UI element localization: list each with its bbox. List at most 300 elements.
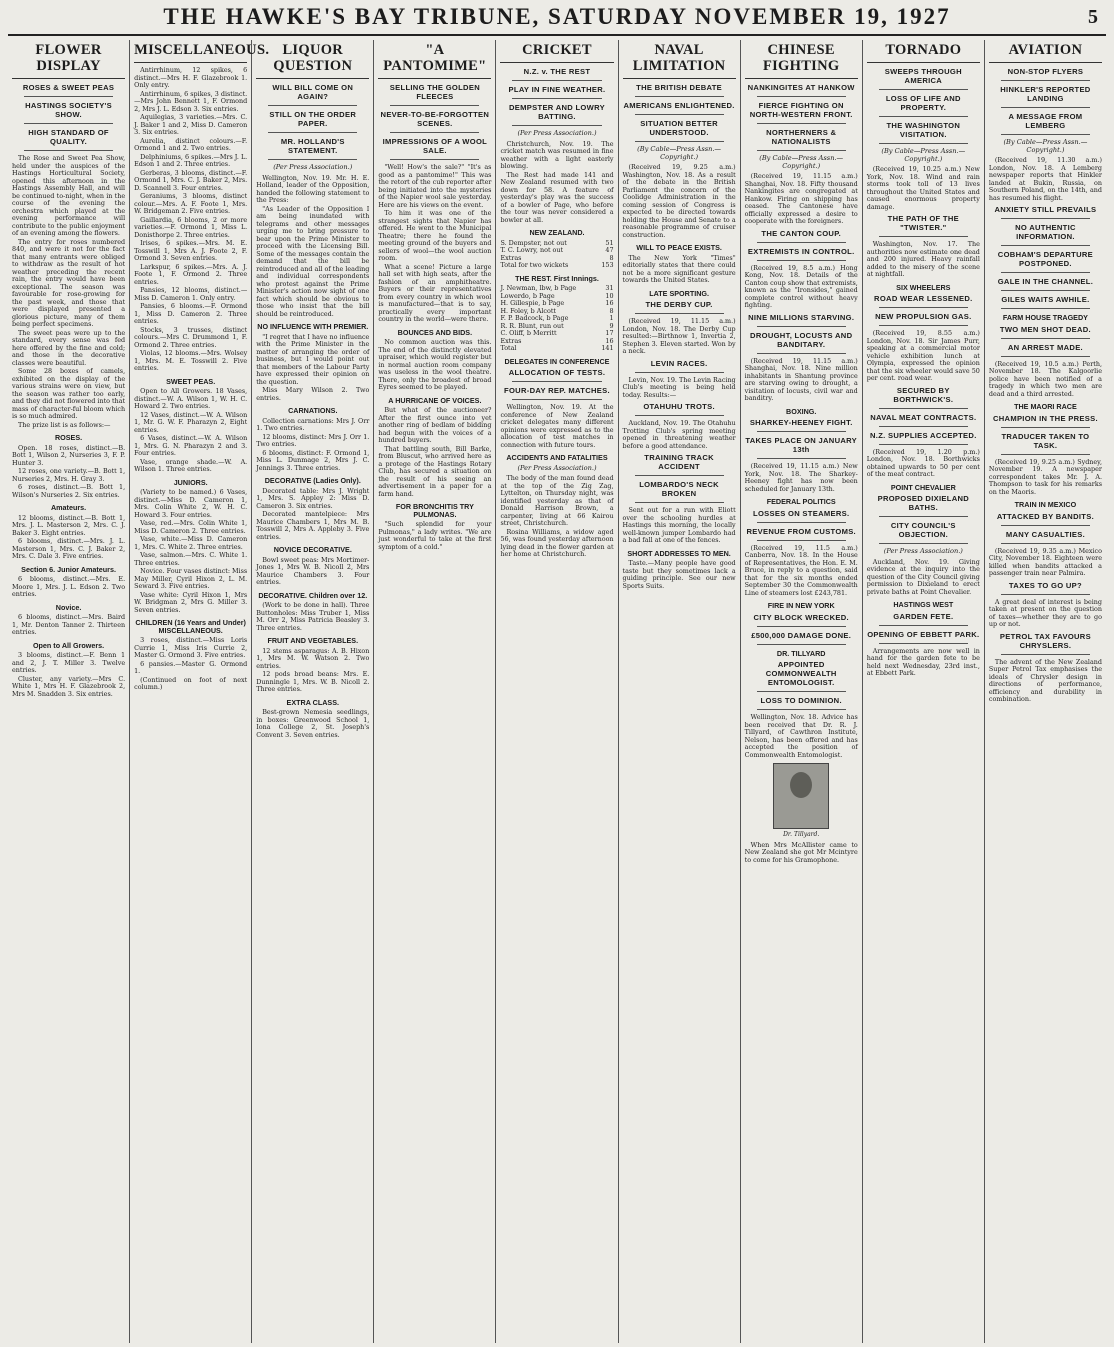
divider	[757, 691, 846, 692]
section-heading: NO INFLUENCE WITH PREMIER.	[257, 322, 369, 331]
divider	[268, 105, 357, 106]
article-paragraph: (Received 19, 11.15 a.m.) London, Nov. 18. The Derby Cup resulted:—Birthnow 1, Invertia 2, Stephen 3. Eleven started. Won by a neck.	[622, 317, 736, 355]
column-body	[989, 67, 1102, 704]
article-paragraph: Some 28 boxes of camels, exhibited on the display of the various strains were on view, but the season was rather too early, and they did not flowered into that mass of character-ful bloom which is so much admired.	[12, 367, 126, 420]
article-paragraph: (Received 19, 10.5 a.m.) Perth, November 18. The Kalgoorlie police have been notified of a tragedy in which two men are dead and a third arrested.	[988, 359, 1102, 398]
score-label: H. Foley, b Alcott	[500, 306, 556, 315]
score-label: S. Dempster, not out	[500, 238, 567, 247]
section-heading: POINT CHEVALIER	[890, 482, 956, 492]
sub-headline: WILL BILL COME ON AGAIN?	[272, 83, 354, 101]
article-paragraph: Washington, Nov. 17. The authorities now estimate one dead and 200 injured. Heavy rainfall added to the misery of the scene at nightfall.	[866, 240, 980, 278]
sub-headline: MR. HOLLAND'S STATEMENT.	[280, 137, 345, 155]
article-paragraph: 6 pansies.—Master G. Ormond 1.	[134, 659, 248, 675]
sub-headline: LEVIN RACES.	[650, 358, 708, 368]
article-paragraph: (Received 19, 8.5 a.m.) Hong Kong, Nov. 18. Details of the Canton coup show that extremists, known as the "Ironsides," gained complete control without heavy fighting.	[744, 263, 858, 309]
score-value: 16	[605, 299, 614, 307]
article-paragraph: (Received 19, 11.30 a.m.) London, Nov. 18. A Lemberg newspaper reports that Hinkler landed at Bukin, Russia, on Southern Poland, on the 14th, and has resumed his flight.	[988, 156, 1102, 202]
section-heading: DR. TILLYARD	[776, 648, 826, 658]
section-heading: DECORATIVE. Children over 12.	[258, 590, 368, 600]
sub-headline: NORTHERNERS & NATIONALISTS	[766, 128, 837, 146]
article-paragraph: Taste.—Many people have good taste but they sometimes lack a guiding principle. See our new Sports Suits.	[622, 559, 736, 590]
divider	[512, 399, 601, 400]
article-paragraph: 12 roses, one variety.—B. Bott 1, Nurseries 2, Mrs. H. Gray 3.	[12, 467, 126, 483]
article-paragraph: "Such splendid for your Pulmonas," a lady writes. "We are just wonderful to take at the first symptom of a cold."	[378, 520, 492, 551]
column-headline: FLOWER DISPLAY	[12, 42, 125, 79]
article-paragraph: Arrangements are now well in hand for the garden fete to be held next Wednesday, 23rd inst., at Ebbett Park.	[866, 646, 980, 677]
section-heading: FIRE IN NEW YORK	[767, 601, 835, 610]
article-paragraph: The advent of the New Zealand Super Petrol Tax emphasises the ideals of Chrysler design in directions of performance, efficiency and durability in combination.	[988, 657, 1102, 703]
article-paragraph: Auckland, Nov. 19. The Otahuhu Trotting Club's spring meeting opened in threatening weather before a good attendance.	[622, 419, 736, 450]
score-label: R. R. Blunt, run out	[500, 321, 564, 330]
article-paragraph: Larkspur, 6 spikes.—Mrs. A. J. Foote 1, F. Ormond 2. Three entries.	[134, 262, 248, 286]
byline: (By Cable—Press Assn.—Copyright.)	[637, 145, 722, 161]
article-paragraph: "I regret that I have no influence with the Prime Minister in the matter of arranging the order of business, but I would point out that members of the Labour Party have expressed their opinion on the question.	[256, 332, 370, 386]
section-heading: FEDERAL POLITICS	[766, 497, 836, 506]
sub-headline: LOSSES ON STEAMERS.	[753, 508, 850, 518]
sub-headline: N.Z. SUPPLIES ACCEPTED.	[870, 430, 977, 440]
sub-headline: SHARKEY-HEENEY FIGHT.	[749, 418, 853, 427]
column-headline: AVIATION	[989, 42, 1102, 63]
sub-headline: PROPOSED DIXIELAND BATHS.	[877, 494, 970, 512]
article-paragraph: (Received 19, 11.15 a.m.) Shanghai, Nov. 18. Nine million inhabitants in Shantung province are starving owing to drought, a visitation of locusts, civil war and banditry.	[744, 356, 858, 402]
news-column	[252, 40, 374, 1343]
sub-headline: COBHAM'S DEPARTURE POSTPONED.	[997, 250, 1094, 268]
sub-headline: GARDEN FETE.	[893, 611, 954, 621]
score-value: 1	[609, 314, 614, 322]
byline: (By Cable—Press Assn.—Copyright.)	[759, 154, 844, 170]
score-value: 17	[605, 329, 614, 337]
divider	[757, 150, 846, 151]
article-paragraph: Collection carnations: Mrs J. Orr 1. Two entries.	[256, 416, 370, 432]
article-paragraph: (Received 19, 11.5 a.m.) Canberra, Nov. 18. In the House of Representatives, the Hon. E. M. Bruce, in reply to a question, said that for the six months ended September 30 the Commonwealth Line of steamers lost £243,781.	[744, 543, 858, 597]
article-paragraph: Cluster, any variety.—Mrs C. White 1, Mrs H. F. Glazebrook 2, Mrs M. Snadden 3. Six entries.	[12, 674, 126, 698]
sub-headline: DEMPSTER AND LOWRY BATTING.	[509, 103, 605, 121]
sub-headline: GALE IN THE CHANNEL.	[997, 277, 1094, 286]
divider	[1001, 272, 1090, 273]
sub-headline: ROSES & SWEET PEAS	[22, 83, 115, 92]
divider	[1001, 134, 1090, 135]
score-value: 47	[605, 246, 614, 254]
column-body	[134, 67, 247, 692]
article-paragraph: Wellington, Nov. 19. At the conference of New Zealand cricket delegates many different opinions were expressed as to the allocation of test matches in connection with future tours.	[500, 403, 614, 449]
score-label: Lowerdo, b Page	[500, 291, 555, 300]
section-heading: SIX WHEELERS	[896, 282, 951, 292]
sub-headline: AMERICANS ENLIGHTENED.	[623, 101, 735, 110]
page-number: 5	[1088, 6, 1098, 28]
score-row	[500, 345, 613, 353]
article-columns	[8, 40, 1106, 1343]
article-paragraph: That battling south, Bill Barke, from Bluscut, who arrived here as a protege of the Hastings Rotary Club, has secured a situation on the result of his seeing an advertisement in a paper for a farm hand.	[378, 444, 492, 498]
divider	[1001, 245, 1090, 246]
section-heading: LATE SPORTING.	[649, 288, 709, 298]
byline: (By Cable—Press Assn.—Copyright.)	[881, 147, 966, 163]
sub-headline: NEW PROPULSION GAS.	[875, 312, 972, 321]
divider	[512, 80, 601, 81]
article-paragraph: "As Leader of the Opposition I am being inundated with telegrams and other messages urging me to bring pressure to bear upon the Prime Minister to proceed with the Licensing Bill. Some of the messages contain the demand that the bill be reintroduced and all of the leading and individual correspondents who protest against the Prime Minister's action now sight of one fact which should be obvious to those who insist that the bill should be reintroduced.	[256, 204, 370, 318]
divider	[390, 159, 479, 160]
score-label: J. Newman, lbw, b Page	[500, 284, 577, 292]
score-value: 16	[605, 336, 614, 345]
section-heading: SWEET PEAS.	[166, 376, 216, 386]
article-paragraph: (Continued on foot of next column.)	[134, 675, 248, 691]
article-paragraph: Vase, white.—Miss D. Cameron 1, Mrs. C. White 2. Three entries.	[134, 535, 248, 551]
sub-headline: NEVER-TO-BE-FORGOTTEN SCENES.	[380, 110, 490, 128]
sub-headline: THE CANTON COUP.	[761, 228, 842, 238]
sub-headline: PLAY IN FINE WEATHER.	[508, 85, 606, 94]
sub-headline: FOUR-DAY REP. MATCHES.	[504, 386, 610, 395]
divider	[1001, 594, 1090, 595]
article-paragraph: 6 blooms, distinct: F. Ormond 1, Miss L. Dunmage 2, Mrs J. C. Jennings 3. Three entries.	[256, 448, 370, 472]
score-value: 31	[605, 284, 614, 292]
sub-headline: TRAINING TRACK ACCIDENT	[644, 453, 714, 471]
sub-headline: IMPRESSIONS OF A WOOL SALE.	[382, 137, 488, 155]
section-heading: CARNATIONS.	[288, 406, 338, 415]
portrait-photo	[773, 763, 829, 829]
score-row	[500, 262, 613, 270]
article-paragraph: The Rest had made 141 and New Zealand resumed with two down for 58. A feature of yesterday's play was the success of a bowler of Page, who before the tour was never considered a bowler at all.	[500, 170, 614, 224]
sub-headline: EXTREMISTS IN CONTROL.	[747, 246, 855, 256]
divider	[635, 114, 724, 115]
sub-headline: GILES WAITS AWHILE.	[1001, 295, 1090, 304]
article-paragraph: Levin, Nov. 19. The Levin Racing Club's meeting is being held today. Results:—	[622, 375, 736, 399]
news-column	[374, 40, 496, 1343]
divider	[512, 125, 601, 126]
article-paragraph: 3 roses, distinct.—Miss Loris Currie 1, Miss Iris Currie 2, Master G. Ormond 3. Five entries.	[134, 636, 248, 659]
divider	[757, 540, 846, 541]
score-value: 10	[605, 291, 614, 300]
news-column	[619, 40, 741, 1343]
section-heading: NEW ZEALAND.	[529, 228, 585, 237]
article-paragraph: (Received 19, 9.35 a.m.) Mexico City, November 18. Eighteen were killed when bandits attacked a passenger train near Palmira.	[988, 546, 1102, 577]
divider	[757, 242, 846, 243]
masthead-title: THE HAWKE'S BAY TRIBUNE, SATURDAY NOVEMBER 19, 1927	[163, 4, 951, 29]
divider	[879, 116, 968, 117]
article-paragraph: 12 blooms, distinct.—B. Bott 1, Mrs. J. L. Masterson 2, Mrs. C. J. Baker 3. Eight entries.	[12, 513, 126, 537]
score-table	[500, 240, 613, 270]
sub-headline: ANXIETY STILL PREVAILS	[994, 205, 1097, 214]
section-heading: THE MAORI RACE	[1014, 402, 1077, 411]
byline: (By Cable—Press Assn.—Copyright.)	[1003, 138, 1088, 154]
score-table	[500, 285, 613, 353]
article-paragraph: Pansies, 12 blooms, distinct.—Miss D. Cameron 1. Only entry.	[134, 286, 248, 302]
sub-headline: REVENUE FROM CUSTOMS.	[746, 526, 856, 536]
score-label: Total for two wickets	[500, 261, 569, 269]
article-paragraph: Wellington, Nov. 19. Mr. H. E. Holland, leader of the Opposition, handed the following statement to the Press:	[256, 173, 370, 204]
section-heading: BOUNCES AND BIDS.	[397, 327, 473, 337]
sub-headline: HASTINGS SOCIETY'S SHOW.	[25, 101, 113, 119]
article-paragraph: Rosina Williams, a widow aged 56, was found yesterday afternoon lying dead in the flower garden at her home at Christchurch.	[500, 527, 614, 558]
section-heading: FARM HOUSE TRAGEDY	[1002, 313, 1088, 322]
article-paragraph: 6 Vases, distinct.—W. A. Wilson 1, Mrs. G. N. Pharazyn 2 and 3. Four entries.	[134, 434, 248, 457]
section-heading: HASTINGS WEST	[893, 600, 954, 609]
article-paragraph: To him it was one of the strangest sights that Napier has offered. He went to the Municipal Theatre; there he found the meeting ground of the buyers and sellers of wool—the wool auction room.	[378, 209, 492, 262]
article-paragraph: Geraniums, 3 blooms, distinct colour.—Mrs. A. F. Foote 1, Mrs. W. Bridgeman 2. Five entries.	[134, 192, 248, 215]
divider	[757, 644, 846, 645]
section-heading: THE REST. First Innings.	[515, 273, 599, 283]
divider	[635, 313, 724, 314]
sub-headline: TRADUCER TAKEN TO TASK.	[1001, 431, 1090, 450]
divider	[1001, 338, 1090, 339]
article-paragraph: Open. 18 roses, distinct.—B. Bott 1, Wilson 2, Nurseries 3, F. P. Hunter 3.	[12, 443, 126, 467]
sub-headline: SECURED BY BORTHWICK'S.	[893, 385, 954, 404]
column-headline: CRICKET	[500, 42, 613, 63]
divider	[879, 543, 968, 544]
column-headline: "A PANTOMIME"	[378, 42, 491, 79]
column-body	[867, 67, 980, 678]
news-column	[863, 40, 985, 1343]
section-heading: ACCIDENTS AND FATALITIES	[506, 453, 608, 462]
byline: (Per Press Association.)	[273, 163, 353, 171]
sub-headline: SWEEPS THROUGH AMERICA	[884, 67, 962, 85]
section-heading: WILL TO PEACE EXISTS.	[636, 243, 722, 252]
divider	[879, 307, 968, 308]
divider	[1001, 218, 1090, 219]
divider	[1001, 543, 1090, 544]
sub-headline: STILL ON THE ORDER PAPER.	[269, 110, 357, 128]
article-paragraph: No common auction was this. The end of the distinctly elevated upraiser, which would register but in normal auction room company was useless in the wool theatre. There, only the broadest of broad Eyres seemed to be played.	[378, 338, 492, 391]
divider	[635, 96, 724, 97]
sub-headline: TAKES PLACE ON JANUARY 13th	[745, 436, 858, 454]
article-paragraph: (Received 19, 11.15 a.m.) Shanghai, Nov. 18. Fifty thousand Nankingites are congregated at Hankow. Firing on shipping has ceased. The Cantonese have officially expressed a desire to cooperate with the foreigners.	[744, 172, 858, 225]
sub-headline: THE BRITISH DEBATE	[636, 83, 723, 92]
divider	[390, 132, 479, 133]
divider	[757, 353, 846, 354]
article-paragraph: Auckland, Nov. 19. Giving evidence at the inquiry into the question of the City Council giving permission to Dixieland to erect private baths at Point Chevalier.	[866, 557, 980, 596]
article-paragraph: 12 pods broad beans: Mrs. E. Dunningle 1, Mrs. W. B. Nicoll 2. Three entries.	[256, 670, 370, 693]
sub-headline: THE PATH OF THE "TWISTER."	[887, 214, 959, 232]
article-paragraph: (Work to be done in hall). Three Buttonholes: Miss Truber 1, Miss M. Orr 2, Miss Patricia Beasley 3. Three entries.	[256, 601, 370, 632]
article-paragraph: Aurelia, distinct colours.—F. Ormond 1 and 2. Two entries.	[134, 136, 248, 152]
divider	[512, 98, 601, 99]
article-paragraph: Best-grown Nemesia seedlings, in boxes: Greenwood School 1, Iona College 2, St. Joseph's Convent 3. Seven entries.	[256, 708, 370, 739]
divider	[879, 426, 968, 427]
article-paragraph: (Variety to be named.) 6 Vases, distinct.—Miss D. Cameron 1, Mrs. Colin White 2, W. H. C. Howard 3. Four entries.	[134, 488, 248, 519]
divider	[1001, 290, 1090, 291]
divider	[635, 475, 724, 476]
section-heading: DELEGATES IN CONFERENCE	[504, 356, 610, 366]
section-heading: FRUIT AND VEGETABLES.	[267, 636, 359, 645]
news-column	[741, 40, 863, 1343]
score-row	[500, 338, 613, 346]
sub-headline: N.Z. v. THE REST	[523, 67, 591, 76]
article-paragraph: 12 blooms, distinct: Mrs J. Orr 1. Two entries.	[256, 432, 370, 448]
divider	[879, 325, 968, 326]
section-heading: BOXING.	[786, 406, 817, 416]
article-paragraph: But what of the auctioneer? After the first ounce into yet another ring of bedlam of bidding had begun with the voices of a hundred buyers.	[378, 406, 492, 444]
score-value: 51	[605, 238, 614, 247]
column-headline: NAVAL LIMITATION	[623, 42, 736, 79]
sub-headline: NINE MILLIONS STARVING.	[748, 312, 855, 322]
article-paragraph: Gerberas, 3 blooms, distinct.—F. Ormond 1, Mrs. C. J. Baker 2, Mrs. D. Scannell 3. Four entries.	[134, 168, 248, 192]
sub-headline: TWO MEN SHOT DEAD.	[999, 324, 1091, 334]
sub-headline: APPOINTED COMMONWEALTH ENTOMOLOGIST.	[765, 660, 837, 687]
divider	[757, 260, 846, 261]
byline: (Per Press Association.)	[883, 547, 963, 555]
sub-headline: ALLOCATION OF TESTS.	[508, 368, 606, 377]
article-paragraph: (Received 19, 10.25 a.m.) New York, Nov. 18. Wind and rain storms took toll of 13 lives throughout the United States and caused enormous property damage.	[866, 165, 980, 211]
article-paragraph: Antirrhinum, 12 spikes, 6 distinct.—Mrs H. F. Glazebrook 1. Only entry.	[134, 66, 248, 89]
article-paragraph: The entry for roses numbered 840, and were it not for the fact that many entrants were obliged to withdraw as the result of hot weather preceding the recent rain, the entry would have been exceptional. The season was favourable for rose-growing for the past week, and those that were displayed presented a glorious picture, many of them being perfect specimens.	[12, 237, 126, 328]
section-heading: EXTRA CLASS.	[286, 697, 339, 707]
divider	[757, 709, 846, 710]
divider	[879, 236, 968, 237]
section-heading: Open to All Growers.	[32, 640, 105, 650]
article-paragraph: Novice. Four vases distinct: Miss May Miller, Cyril Hixon 2, L. M. Seward 3. Five entries.	[134, 567, 248, 590]
article-paragraph: The Rose and Sweet Pea Show, held under the auspices of the Hastings Horticultural Society, opened this afternoon in the Hastings Assembly Hall, and will be continued to-night, when in the course of the evening the orchestra which played at the evening performance will contribute to the public enjoyment of an evening among the flowers.	[12, 154, 126, 237]
score-label: H. Gillespie, b Page	[500, 299, 565, 307]
masthead	[8, 4, 1106, 36]
sub-headline: ROAD WEAR LESSENED.	[874, 294, 973, 303]
article-paragraph: The sweet peas were up to the standard, every sense was fed here offered by the fine and cold; and those in the decorative classes were beautiful.	[12, 328, 126, 367]
divider	[24, 150, 113, 151]
article-paragraph: Vase, orange shade.—W. A. Wilson 1. Three entries.	[134, 457, 248, 473]
article-paragraph: 12 Vases, distinct.—W. A. Wilson 1, Mr. G. W. F. Pharazyn 2, Eight entries.	[134, 410, 248, 434]
section-heading: A HURRICANE OF VOICES.	[388, 395, 482, 405]
article-paragraph: (Received 19, 1.20 p.m.) London, Nov. 18. Borthwicks obtained upwards to 50 per cent of the meat contract.	[866, 447, 980, 478]
article-paragraph: Vase white: Cyril Hixon 1, Mrs W. Bridgman 2, Mrs G. Miller 3. Seven entries.	[134, 590, 248, 614]
score-label: Extras	[500, 336, 522, 345]
article-paragraph: 6 roses, distinct.—B. Bott 1, Wilson's Nurseries 2. Six entries.	[12, 483, 126, 499]
sub-headline: HIGH STANDARD OF QUALITY.	[28, 128, 109, 146]
divider	[512, 381, 601, 382]
divider	[24, 123, 113, 124]
article-paragraph: Christchurch, Nov. 19. The cricket match was resumed in fine weather with a light easterly blowing.	[500, 139, 614, 170]
sub-headline: MANY CASUALTIES.	[1005, 529, 1086, 539]
article-paragraph: What a scene! Picture a large hall set with high seats, after the fashion of an amphitheatre. Buyers or their representatives from every country in which wool is manufactured—that is to say, practically every important country in the world—were there.	[378, 262, 492, 323]
news-column	[130, 40, 270, 1343]
divider	[1001, 525, 1090, 526]
section-heading: DECORATIVE (Ladies Only).	[264, 476, 361, 485]
article-paragraph: (Received 19, 9.25 a.m.) Sydney, November 19. A newspaper correspondent takes Mr. J. A. Thompson to task for his remarks on the Maoris.	[988, 457, 1102, 496]
score-value: 8	[609, 253, 614, 262]
sub-headline: NO AUTHENTIC INFORMATION.	[1015, 223, 1076, 241]
article-paragraph: Open to All Growers. 18 Vases, distinct.—W. A. Wilson 1, W. H. C. Howard 2. Two entries.	[134, 387, 248, 410]
article-paragraph: 6 blooms, distinct.—Mrs. Baird 1, Mr. Denton Tanner 2. Thirteen entries.	[12, 613, 126, 636]
score-label: T. C. Lowry, not out	[500, 246, 564, 254]
article-paragraph: Decorated table: Mrs J. Wright 1, Mrs. S. Appley 2: Miss D. Cameron 3. Six entries.	[256, 486, 370, 510]
article-paragraph: (Received 19, 11.15 a.m.) New York, Nov. 18. The Sharkey-Heeney fight has now been scheduled for January 13th.	[744, 462, 858, 493]
sub-headline: NON-STOP FLYERS	[1007, 67, 1084, 76]
divider	[635, 141, 724, 142]
score-value: 153	[601, 261, 614, 269]
article-paragraph: Stocks, 3 trusses, distinct colours.—Mrs C. Drummond 1, F. Ormond 2. Three entries.	[134, 325, 248, 349]
divider	[635, 415, 724, 416]
sub-headline: CHAMPION IN THE PRESS.	[992, 413, 1098, 423]
byline: (Per Press Association.)	[517, 129, 597, 137]
column-headline: TORNADO	[867, 42, 980, 63]
column-headline: CHINESE FIGHTING	[745, 42, 858, 79]
divider	[757, 123, 846, 124]
article-paragraph: 3 blooms, distinct.—F. Benn 1 and 2, J. T. Miller 3. Twelve entries.	[12, 651, 126, 674]
article-paragraph: Miss Mary Wilson 2. Two entries.	[256, 386, 370, 402]
divider	[1001, 308, 1090, 309]
section-heading: Novice.	[55, 602, 82, 612]
divider	[757, 626, 846, 627]
article-paragraph: Aquilegias, 3 varieties.—Mrs. C. J. Baker 1 and 2, Miss D. Cameron 3. Six entries.	[134, 113, 248, 136]
score-value: 141	[601, 344, 614, 352]
sub-headline: NAVAL MEAT CONTRACTS.	[870, 412, 977, 422]
divider	[879, 444, 968, 445]
sub-headline: THE WASHINGTON VISITATION.	[886, 121, 961, 139]
column-body	[500, 67, 613, 559]
article-paragraph: The New York "Times" editorially states that there could not be a more significant gesture towards the United States.	[622, 253, 736, 284]
sub-headline: FIERCE FIGHTING ON NORTH-WESTERN FRONT.	[749, 101, 853, 119]
article-paragraph: Gaillardia, 6 blooms, 2 or more varieties.—F. Ormond 1, Miss L. Donisthorpe 2. Three entries.	[134, 215, 248, 239]
column-headline: LIQUOR QUESTION	[256, 42, 369, 79]
sub-headline: OPENING OF EBBETT PARK.	[867, 629, 980, 639]
sub-headline: CITY BLOCK WRECKED.	[753, 612, 849, 622]
article-paragraph: A great deal of interest is being taken at present on the question of taxes—whether they are to go up or not.	[988, 597, 1102, 628]
sub-headline: TAXES TO GO UP?	[1008, 580, 1082, 590]
sub-headline: CITY COUNCIL'S OBJECTION.	[890, 521, 956, 539]
article-paragraph: Irises, 6 spikes.—Mrs. M. E. Tosswill 1, Mrs A. J. Foote 2, F. Ormond 3. Seven entries.	[134, 239, 248, 262]
score-label: F. P. Badcock, b Page	[500, 314, 569, 322]
column-body	[378, 83, 491, 551]
column-headline: MISCELLANEOUS.	[134, 42, 247, 63]
divider	[879, 643, 968, 644]
score-label: Extras	[500, 253, 522, 262]
article-paragraph: Delphiniums, 6 spikes.—Mrs J. L. Edson 1 and 2. Three entries.	[134, 152, 248, 168]
sub-headline: LOMBARDO'S NECK BROKEN	[639, 480, 719, 498]
sub-headline: SELLING THE GOLDEN FLEECES	[389, 83, 480, 101]
column-body	[256, 83, 369, 739]
article-paragraph: 6 blooms, distinct.—Mrs. E. Moore 1, Mrs. J. L. Edson 2. Two entries.	[12, 575, 126, 598]
sub-headline: THE DERBY CUP.	[645, 300, 713, 309]
sub-headline: A MESSAGE FROM LEMBERG	[1008, 112, 1083, 130]
article-paragraph: Sent out for a run with Eliott over the schooling hurdles at Hastings this morning, the locally well-known jumper Lombardo had a bad fall at one of the fences.	[622, 506, 736, 544]
divider	[757, 522, 846, 523]
article-paragraph: Vase, red.—Mrs. Colin White 1, Miss D. Cameron 2. Three entries.	[134, 519, 248, 535]
sub-headline: £500,000 DAMAGE DONE.	[751, 630, 852, 640]
section-heading: Amateurs.	[50, 503, 87, 512]
score-value: 9	[609, 321, 614, 330]
section-heading: SHORT ADDRESSES TO MEN.	[627, 548, 731, 558]
sub-headline: AN ARREST MADE.	[1007, 342, 1083, 352]
article-paragraph: When Mrs McAllister came to New Zealand she got Mr Mcintyre to come for his Gramophone.	[744, 840, 858, 864]
section-heading: NOVICE DECORATIVE.	[273, 545, 352, 554]
section-heading: TRAIN IN MEXICO	[1014, 500, 1077, 509]
divider	[757, 458, 846, 459]
article-paragraph: Bowl sweet peas: Mrs Mortimer-Jones 1, Mrs W. B. Nicoll 2, Mrs Maurice Chambers 3. Four entries.	[256, 555, 370, 586]
divider	[1001, 356, 1090, 357]
sub-headline: HINKLER'S REPORTED LANDING	[1000, 85, 1091, 103]
divider	[635, 372, 724, 373]
column-body	[12, 83, 125, 698]
divider	[879, 143, 968, 144]
divider	[757, 96, 846, 97]
sub-headline: LOSS OF LIFE AND PROPERTY.	[885, 94, 961, 112]
divider	[1001, 654, 1090, 655]
sub-headline: ATTACKED BY BANDITS.	[996, 511, 1094, 521]
score-value: 8	[609, 306, 614, 315]
news-column	[496, 40, 618, 1343]
section-heading: ROSES.	[54, 433, 83, 442]
divider	[757, 326, 846, 327]
section-heading: Section 6. Junior Amateurs.	[21, 564, 116, 574]
divider	[879, 408, 968, 409]
score-label: Total	[500, 344, 517, 352]
article-paragraph: (Received 19, 8.55 a.m.) London, Nov. 18. Sir James Purr, speaking at a commercial motor vehicle exhibition lunch at Olympia, expressed the opinion that the six wheeler would save 50 per cent. road wear.	[866, 329, 980, 382]
sub-headline: PETROL TAX FAVOURS CHRYSLERS.	[999, 631, 1091, 650]
news-column	[985, 40, 1106, 1343]
article-paragraph: The prize list is as follows:—	[18, 420, 111, 429]
photo-block	[745, 763, 858, 839]
divider	[757, 431, 846, 432]
divider	[390, 105, 479, 106]
article-paragraph: "Well! How's the sale?" "It's as good as a pantomime!" This was the retort of the cub reporter after being initiated into the mysteries of the Napier wool sale yesterday. Here are his views on the event.	[378, 163, 492, 209]
sub-headline: OTAHUHU TROTS.	[643, 402, 715, 411]
divider	[268, 132, 357, 133]
